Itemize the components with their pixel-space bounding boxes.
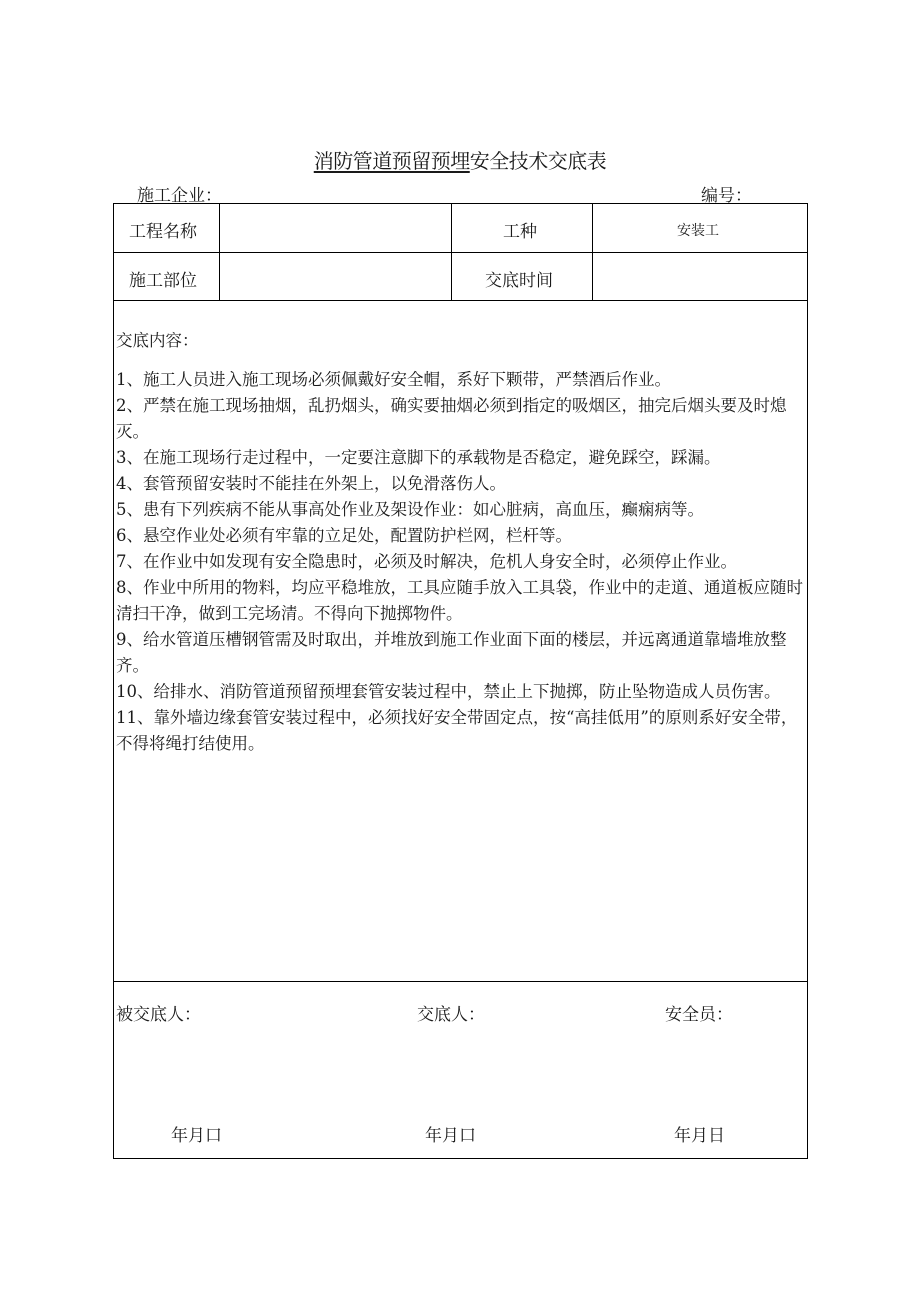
content-item: 8、作业中所用的物料，均应平稳堆放，工具应随手放入工具袋，作业中的走道、通道板应随时清扫干净，做到工完场清。不得向下抛掷物件。 bbox=[116, 578, 803, 623]
disclosure-table bbox=[113, 203, 808, 1159]
disclosure-content bbox=[116, 328, 804, 757]
trade-label: 工种 bbox=[503, 222, 537, 242]
content-item: 6、悬空作业处必须有牢靠的立足处，配置防护栏网，栏杆等。 bbox=[116, 526, 572, 545]
receiver-date: 年月口 bbox=[171, 1126, 222, 1146]
content-item: 1、施工人员进入施工现场必须佩戴好安全帽，系好下颗带，严禁酒后作业。 bbox=[116, 370, 671, 389]
content-item: 11、靠外墙边缘套管安装过程中，必须找好安全带固定点，按“高挂低用”的原则系好安全带，不得将绳打结使用。 bbox=[116, 708, 798, 753]
content-item: 7、在作业中如发现有安全隐患时，必须及时解决，危机人身安全时，必须停止作业。 bbox=[116, 552, 737, 571]
column-divider bbox=[451, 204, 452, 300]
content-item: 5、患有下列疾病不能从事高处作业及架设作业：如心脏病，高血压，癫痫病等。 bbox=[116, 500, 704, 519]
content-item: 10、给排水、消防管道预留预埋套管安装过程中，禁止上下抛掷，防止坠物造成人员伤害。 bbox=[116, 682, 781, 701]
trade-value: 安装工 bbox=[677, 223, 719, 239]
content-item: 4、套管预留安装时不能挂在外架上，以免滑落伤人。 bbox=[116, 474, 506, 493]
content-heading: 交底内容： bbox=[116, 331, 199, 350]
title-rest: 安全技术交底表 bbox=[469, 149, 607, 173]
title-underlined: 消防管道预留预埋 bbox=[313, 149, 470, 173]
row-divider bbox=[114, 252, 807, 253]
content-divider bbox=[114, 981, 807, 982]
receiver-label: 被交底人： bbox=[116, 1005, 201, 1025]
content-item: 3、在施工现场行走过程中，一定要注意脚下的承载物是否稳定，避免踩空，踩漏。 bbox=[116, 448, 721, 467]
row-divider bbox=[114, 300, 807, 301]
time-label: 交底时间 bbox=[485, 271, 553, 291]
safety-officer-date: 年月日 bbox=[674, 1126, 725, 1146]
content-item: 9、给水管道压槽钢管需及时取出，并堆放到施工作业面下面的楼层，并远离通道靠墙堆放整齐。 bbox=[116, 630, 787, 675]
company-label: 施工企业： bbox=[137, 186, 222, 206]
form-title bbox=[0, 145, 920, 174]
column-divider bbox=[219, 204, 220, 300]
column-divider bbox=[592, 204, 593, 300]
giver-date: 年月口 bbox=[425, 1126, 476, 1146]
location-label: 施工部位 bbox=[129, 271, 197, 291]
project-name-label: 工程名称 bbox=[129, 222, 197, 242]
content-item: 2、严禁在施工现场抽烟，乱扔烟头，确实要抽烟必须到指定的吸烟区，抽完后烟头要及时熄灭。 bbox=[116, 396, 787, 441]
safety-officer-label: 安全员： bbox=[665, 1005, 733, 1025]
giver-label: 交底人： bbox=[417, 1005, 485, 1025]
number-label: 编号： bbox=[701, 186, 752, 206]
